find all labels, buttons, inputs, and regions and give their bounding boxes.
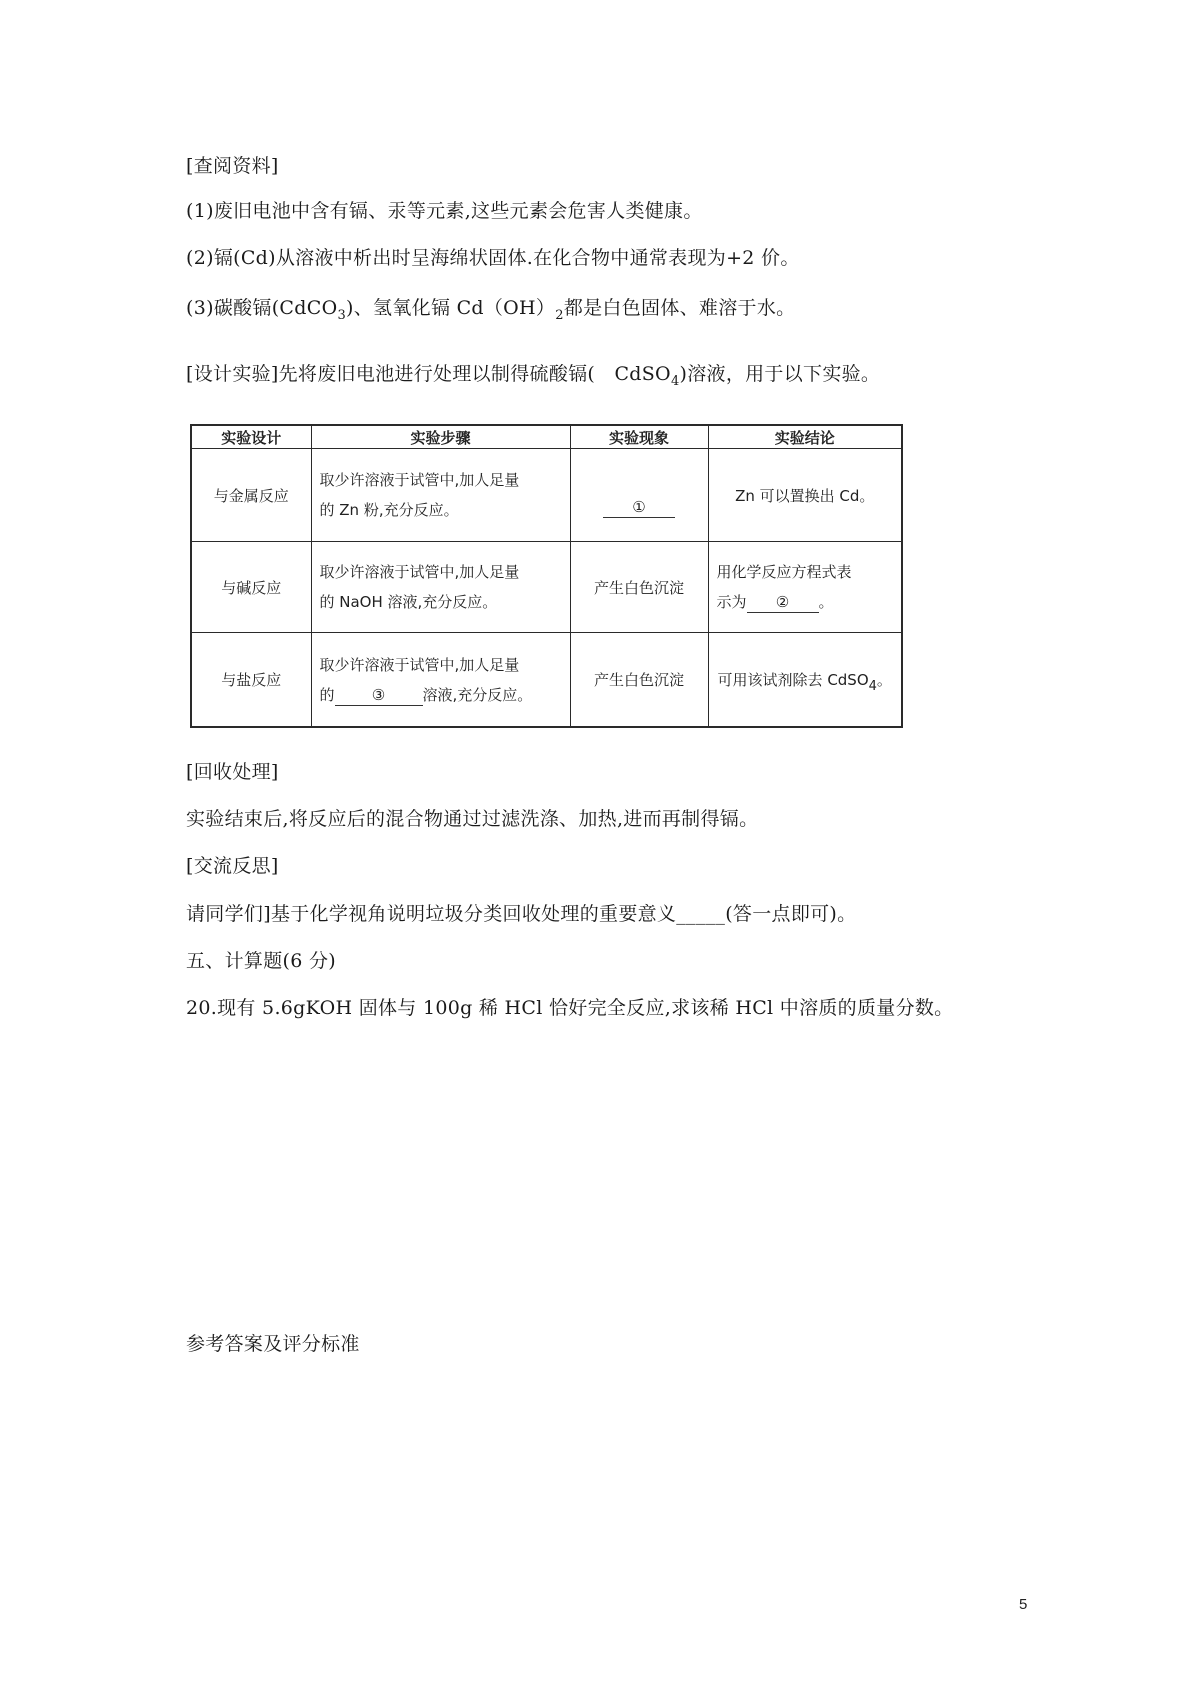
- design-experiment-part-b: )溶液，用于以下实验。: [679, 363, 881, 385]
- section-heading-calculation: 五、计算题(6 分): [186, 950, 336, 972]
- cell-design: 与碱反应: [191, 542, 311, 633]
- cell-design: 与盐反应: [191, 633, 311, 728]
- paragraph-3-part-a: (3)碳酸镉(CdCO: [186, 297, 338, 319]
- cell-conclusion: Zn 可以置换出 Cd。: [708, 449, 902, 542]
- conclusion-line-b: [717, 587, 894, 617]
- conclusion-text: 可用该试剂除去 CdSO: [717, 671, 869, 689]
- page-number: 5: [1019, 1596, 1028, 1613]
- paragraph-3: [186, 295, 795, 321]
- table-row: [191, 542, 902, 633]
- header-design: 实验设计: [191, 425, 311, 449]
- conclusion-prefix: 示为: [716, 593, 747, 611]
- table-row: [191, 633, 902, 728]
- answer-key-heading: 参考答案及评分标准: [186, 1333, 360, 1355]
- design-experiment-sub: 4: [670, 374, 680, 389]
- header-conclusion: 实验结论: [708, 425, 902, 449]
- section-heading-recycling: [回收处理]: [186, 761, 279, 783]
- conclusion-suffix: 。: [818, 593, 834, 611]
- step-line-a: 取少许溶液于试管中,加人足量: [319, 655, 520, 674]
- reflection-part-b: (答一点即可)。: [725, 903, 857, 925]
- answer-blank-3: ③: [335, 685, 423, 706]
- cell-phenomenon: 产生白色沉淀: [570, 542, 708, 633]
- table-header-row: [191, 425, 902, 449]
- design-experiment-part-a: [设计实验]先将废旧电池进行处理以制得硫酸镉( CdSO: [186, 363, 671, 385]
- cell-conclusion: [708, 542, 902, 633]
- cell-phenomenon: [570, 449, 708, 542]
- reflection-part-a: 请同学们]基于化学视角说明垃圾分类回收处理的重要意义: [186, 903, 677, 925]
- design-experiment-line: [186, 361, 880, 387]
- paragraph-2: (2)镉(Cd)从溶液中析出时呈海绵状固体.在化合物中通常表现为+2 价。: [186, 247, 800, 269]
- cell-conclusion: [708, 633, 902, 728]
- section-heading-reflection: [交流反思]: [186, 855, 279, 877]
- paragraph-3-sub-1: 3: [337, 308, 347, 323]
- step-prefix: 的: [319, 685, 335, 704]
- paragraph-3-part-b: )、氢氧化镉 Cd（OH）: [346, 297, 556, 319]
- step-suffix: 溶液,充分反应。: [422, 685, 533, 704]
- cell-phenomenon: 产生白色沉淀: [570, 633, 708, 728]
- paragraph-3-sub-2: 2: [555, 308, 564, 323]
- step-line-b: 的 NaOH 溶液,充分反应。: [319, 593, 498, 611]
- answer-blank-2: ②: [747, 592, 819, 613]
- answer-blank-1: ①: [603, 497, 675, 518]
- paragraph-recycling: 实验结束后,将反应后的混合物通过过滤洗涤、加热,进而再制得镉。: [186, 808, 759, 830]
- step-line-a: 取少许溶液于试管中,加人足量: [319, 471, 520, 489]
- paragraph-3-part-c: 都是白色固体、难溶于水。: [563, 297, 796, 319]
- header-phenomenon: 实验现象: [570, 425, 708, 449]
- experiment-table: [190, 424, 903, 728]
- paragraph-1: (1)废旧电池中含有镉、汞等元素,这些元素会危害人类健康。: [186, 200, 703, 222]
- conclusion-end: 。: [876, 671, 892, 689]
- reflection-question: [186, 901, 856, 927]
- cell-steps: [311, 449, 570, 542]
- step-line-a: 取少许溶液于试管中,加人足量: [319, 563, 520, 581]
- question-20: 20.现有 5.6gKOH 固体与 100g 稀 HCl 恰好完全反应,求该稀 HCl 中溶质的质量分数。: [186, 997, 954, 1019]
- section-heading-reference: [查阅资料]: [186, 155, 279, 177]
- table-row: [191, 449, 902, 542]
- cell-steps: [311, 633, 570, 728]
- reflection-blank: _____: [676, 903, 726, 925]
- cell-steps: [311, 542, 570, 633]
- conclusion-sub: 4: [868, 679, 877, 694]
- step-line-b: [320, 680, 562, 710]
- conclusion-line-a: 用化学反应方程式表: [716, 563, 852, 581]
- header-steps: 实验步骤: [311, 425, 570, 449]
- cell-design: 与金属反应: [191, 449, 311, 542]
- step-line-b: 的 Zn 粉,充分反应。: [319, 501, 459, 519]
